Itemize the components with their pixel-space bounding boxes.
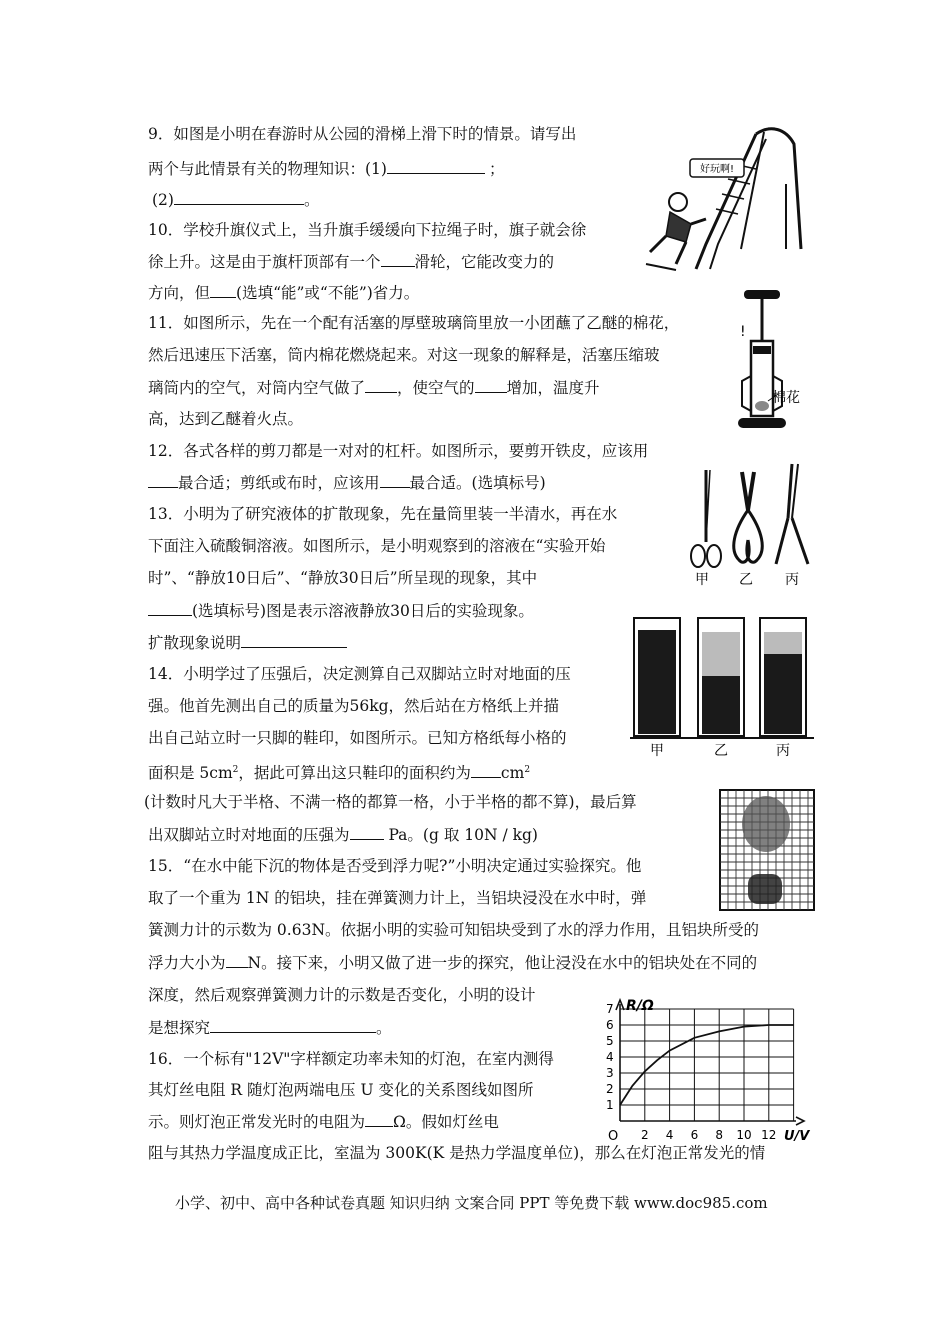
y-tick-label: 2 xyxy=(606,1082,614,1096)
y-tick-label: 7 xyxy=(606,1002,614,1016)
q15-line4: 浮力大小为 N。接下来，小明又做了进一步的探究，他让浸没在水中的铝块处在不同的 xyxy=(148,954,758,972)
q14-blank2[interactable] xyxy=(350,824,384,840)
y-tick-label: 3 xyxy=(606,1066,614,1080)
y-tick-label: 1 xyxy=(606,1098,614,1112)
q13-blank1[interactable] xyxy=(148,600,192,616)
q10-blank2[interactable] xyxy=(210,282,236,298)
q15-line6: 是想探究 。 xyxy=(148,1019,392,1037)
q9-line2: 两个与此情景有关的物理知识：(1) ； xyxy=(148,160,505,178)
q11-line3: 璃筒内的空气，对筒内空气做了 ，使空气的 增加，温度升 xyxy=(148,379,600,397)
q15-blank2[interactable] xyxy=(210,1017,376,1033)
graph-origin: O xyxy=(608,1129,619,1142)
cylinder-jia-liquid xyxy=(638,630,676,734)
graph-ylabel: R/Ω xyxy=(626,998,654,1014)
q13-line4: (选填标号)图是表示溶液静放30日后的实验现象。 xyxy=(148,600,534,621)
q15-line1: 15．“在水中能下沉的物体是否受到浮力呢?”小明决定通过实验探究。他 xyxy=(148,857,642,875)
q9-line3: (2) 。 xyxy=(152,191,320,209)
q13-line5: 扩散现象说明 xyxy=(148,632,347,653)
q9-blank1[interactable] xyxy=(387,158,485,174)
child-body xyxy=(666,212,691,242)
q13-line3: 时”、“静放10日后”、“静放30日后”所呈现的现象，其中 xyxy=(148,569,538,587)
q15-line3: 簧测力计的示数为 0.63N。依据小明的实验可知铝块受到了水的浮力作用，且铝块所受的 xyxy=(148,921,760,939)
x-tick-label: 12 xyxy=(761,1128,777,1142)
ru-graph xyxy=(600,996,816,1142)
scissors-label-yi: 乙 xyxy=(739,572,753,588)
scissors-label-bing: 丙 xyxy=(785,572,799,588)
q11-line4: 高，达到乙醚着火点。 xyxy=(148,410,304,428)
q11-blank1[interactable] xyxy=(365,377,397,393)
shoeprint-sole xyxy=(742,796,790,852)
q16-blank1[interactable] xyxy=(365,1111,393,1127)
y-tick-label: 5 xyxy=(606,1034,614,1048)
scissors-label-jia: 甲 xyxy=(695,572,709,588)
q13-line1: 13．小明为了研究液体的扩散现象，先在量筒里装一半清水，再在水 xyxy=(148,505,618,523)
q11-line1: 11．如图所示，先在一个配有活塞的厚壁玻璃筒里放一小团蘸了乙醚的棉花， xyxy=(148,314,680,332)
cotton-label: 棉花 xyxy=(772,390,800,406)
slide-figure xyxy=(636,124,806,274)
q12-blank1[interactable] xyxy=(148,472,178,488)
q16-line1: 16．一个标有"12V"字样额定功率未知的灯泡，在室内测得 xyxy=(148,1050,554,1068)
cylinder-bing-diffused xyxy=(764,632,802,654)
cylinders-figure xyxy=(628,612,818,764)
x-tick-label: 10 xyxy=(736,1128,752,1142)
q15-line5: 深度，然后观察弹簧测力计的示数是否变化，小明的设计 xyxy=(148,986,536,1004)
child-head xyxy=(669,193,687,211)
q14-line5: (计数时凡大于半格、不满一格的都算一格，小于半格的都不算)，最后算 xyxy=(144,793,637,811)
q14-line6: 出双脚站立时对地面的压强为 Pa。(g 取 10N / kg) xyxy=(148,826,538,844)
slide-sign: 好玩啊! xyxy=(699,164,735,175)
q10-line2: 徐上升。这是由于旗杆顶部有一个 滑轮，它能改变力的 xyxy=(148,253,555,271)
q11-line2: 然后迅速压下活塞，筒内棉花燃烧起来。对这一现象的解释是，活塞压缩玻 xyxy=(148,346,660,364)
scissors-figure xyxy=(684,460,824,592)
x-tick-label: 4 xyxy=(665,1128,674,1142)
cylinder-yi-diffused xyxy=(702,632,740,676)
q16-line3: 示。则灯泡正常发光时的电阻为 Ω。假如灯丝电 xyxy=(148,1113,499,1131)
q9-line1: 9．如图是小明在春游时从公园的滑梯上滑下时的情景。请写出 xyxy=(148,125,577,143)
shoeprint-heel xyxy=(748,874,782,904)
q10-line3: 方向，但 (选填“能”或“不能”)省力。 xyxy=(148,284,420,302)
q12-line1: 12．各式各样的剪刀都是一对对的杠杆。如图所示，要剪开铁皮，应该用 xyxy=(148,442,649,460)
cylinder-label-bing: 丙 xyxy=(776,743,790,759)
shoeprint-figure xyxy=(718,788,816,912)
q12-blank2[interactable] xyxy=(380,472,410,488)
q14-line1: 14．小明学过了压强后，决定测算自己双脚站立时对地面的压 xyxy=(148,665,571,683)
q9-blank2[interactable] xyxy=(174,189,304,205)
q10-line1: 10．学校升旗仪式上，当升旗手缓缓向下拉绳子时，旗子就会徐 xyxy=(148,221,587,239)
q14-blank1[interactable] xyxy=(471,762,501,778)
cylinder-label-jia: 甲 xyxy=(650,743,664,759)
graph-xlabel: U/V xyxy=(784,1129,810,1142)
q15-line2: 取了一个重为 1N 的铝块，挂在弹簧测力计上，当铝块浸没在水中时，弹 xyxy=(148,889,647,907)
cylinder-figure xyxy=(724,286,814,436)
q14-line3: 出自己站立时一只脚的鞋印，如图所示。已知方格纸每小格的 xyxy=(148,729,567,747)
svg-text:!: ! xyxy=(740,324,746,340)
y-tick-label: 6 xyxy=(606,1018,614,1032)
y-tick-label: 4 xyxy=(606,1050,614,1064)
cylinder-yi-liquid xyxy=(702,676,740,734)
cylinder-label-yi: 乙 xyxy=(714,743,728,759)
page-footer: 小学、初中、高中各种试卷真题 知识归纳 文案合同 PPT 等免费下载 www.doc985.com xyxy=(175,1194,768,1212)
x-tick-label: 2 xyxy=(640,1128,649,1142)
x-tick-label: 6 xyxy=(690,1128,699,1142)
q13-blank2[interactable] xyxy=(241,632,347,648)
q14-line2: 强。他首先测出自己的质量为56kg，然后站在方格纸上并描 xyxy=(148,697,560,715)
cylinder-bing-liquid xyxy=(764,654,802,734)
resistance-curve xyxy=(620,1025,794,1105)
q14-line4: 面积是 $5cm^2$，据此可算出这只鞋印的面积约为 $cm^2$ xyxy=(148,764,531,783)
q11-blank2[interactable] xyxy=(475,377,507,393)
q16-line4: 阻与其热力学温度成正比，室温为 300K(K 是热力学温度单位)，那么在灯泡正常发光的情 xyxy=(148,1144,766,1162)
q13-line2: 下面注入硫酸铜溶液。如图所示，是小明观察到的溶液在“实验开始 xyxy=(148,537,606,555)
x-axis-arrow xyxy=(796,1117,804,1125)
q12-line2: 最合适；剪纸或布时，应该用 最合适。(选填标号) xyxy=(148,472,546,493)
q16-line2: 其灯丝电阻 R 随灯泡两端电压 U 变化的关系图线如图所 xyxy=(148,1081,534,1099)
q15-blank1[interactable] xyxy=(226,952,248,968)
q10-blank1[interactable] xyxy=(381,251,415,267)
x-tick-label: 8 xyxy=(715,1128,724,1142)
cotton-ball xyxy=(755,401,769,411)
